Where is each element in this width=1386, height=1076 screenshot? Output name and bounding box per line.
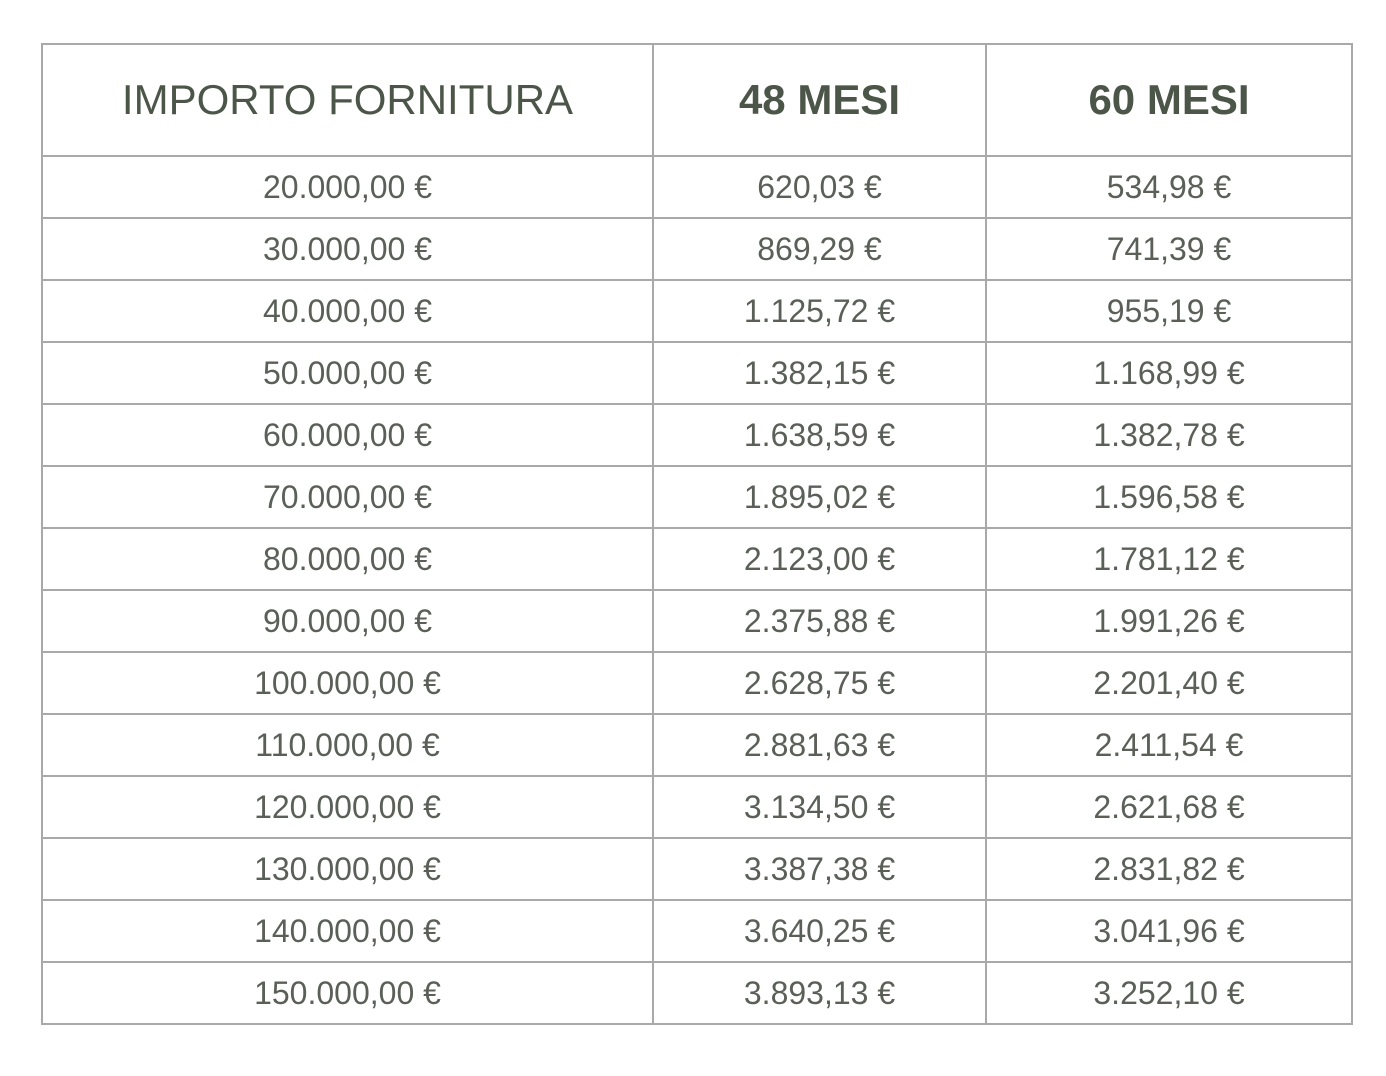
- cell-importo: 110.000,00 €: [42, 714, 653, 776]
- rates-table-container: [41, 43, 1351, 1025]
- table-row: [42, 776, 1352, 838]
- cell-60-mesi: 3.252,10 €: [986, 962, 1352, 1024]
- cell-importo: 50.000,00 €: [42, 342, 653, 404]
- cell-importo: 100.000,00 €: [42, 652, 653, 714]
- cell-48-mesi: 3.640,25 €: [653, 900, 986, 962]
- cell-importo: 30.000,00 €: [42, 218, 653, 280]
- table-row: [42, 962, 1352, 1024]
- cell-importo: 60.000,00 €: [42, 404, 653, 466]
- cell-importo: 120.000,00 €: [42, 776, 653, 838]
- cell-60-mesi: 1.382,78 €: [986, 404, 1352, 466]
- table-row: [42, 156, 1352, 218]
- cell-48-mesi: 3.893,13 €: [653, 962, 986, 1024]
- cell-importo: 130.000,00 €: [42, 838, 653, 900]
- cell-60-mesi: 1.596,58 €: [986, 466, 1352, 528]
- cell-48-mesi: 2.881,63 €: [653, 714, 986, 776]
- rates-table: [41, 43, 1353, 1025]
- cell-60-mesi: 2.831,82 €: [986, 838, 1352, 900]
- table-row: [42, 714, 1352, 776]
- table-row: [42, 900, 1352, 962]
- cell-importo: 40.000,00 €: [42, 280, 653, 342]
- cell-48-mesi: 1.638,59 €: [653, 404, 986, 466]
- cell-48-mesi: 2.375,88 €: [653, 590, 986, 652]
- table-body: [42, 156, 1352, 1024]
- cell-60-mesi: 955,19 €: [986, 280, 1352, 342]
- cell-importo: 80.000,00 €: [42, 528, 653, 590]
- table-row: [42, 590, 1352, 652]
- table-row: [42, 218, 1352, 280]
- cell-60-mesi: 1.168,99 €: [986, 342, 1352, 404]
- header-row: [42, 44, 1352, 156]
- table-row: [42, 528, 1352, 590]
- cell-48-mesi: 1.895,02 €: [653, 466, 986, 528]
- cell-60-mesi: 1.781,12 €: [986, 528, 1352, 590]
- cell-60-mesi: 534,98 €: [986, 156, 1352, 218]
- header-60-mesi: 60 MESI: [986, 44, 1352, 156]
- cell-importo: 20.000,00 €: [42, 156, 653, 218]
- cell-60-mesi: 741,39 €: [986, 218, 1352, 280]
- table-row: [42, 342, 1352, 404]
- cell-importo: 140.000,00 €: [42, 900, 653, 962]
- table-row: [42, 404, 1352, 466]
- table-row: [42, 466, 1352, 528]
- table-header: [42, 44, 1352, 156]
- header-48-mesi: 48 MESI: [653, 44, 986, 156]
- table-row: [42, 280, 1352, 342]
- cell-importo: 90.000,00 €: [42, 590, 653, 652]
- cell-48-mesi: 620,03 €: [653, 156, 986, 218]
- cell-48-mesi: 1.382,15 €: [653, 342, 986, 404]
- cell-48-mesi: 869,29 €: [653, 218, 986, 280]
- cell-48-mesi: 3.387,38 €: [653, 838, 986, 900]
- cell-48-mesi: 2.628,75 €: [653, 652, 986, 714]
- cell-60-mesi: 3.041,96 €: [986, 900, 1352, 962]
- table-row: [42, 838, 1352, 900]
- table-row: [42, 652, 1352, 714]
- cell-48-mesi: 3.134,50 €: [653, 776, 986, 838]
- cell-60-mesi: 2.621,68 €: [986, 776, 1352, 838]
- header-importo-fornitura: IMPORTO FORNITURA: [42, 44, 653, 156]
- cell-48-mesi: 1.125,72 €: [653, 280, 986, 342]
- cell-importo: 150.000,00 €: [42, 962, 653, 1024]
- cell-importo: 70.000,00 €: [42, 466, 653, 528]
- cell-60-mesi: 2.411,54 €: [986, 714, 1352, 776]
- cell-60-mesi: 1.991,26 €: [986, 590, 1352, 652]
- cell-60-mesi: 2.201,40 €: [986, 652, 1352, 714]
- cell-48-mesi: 2.123,00 €: [653, 528, 986, 590]
